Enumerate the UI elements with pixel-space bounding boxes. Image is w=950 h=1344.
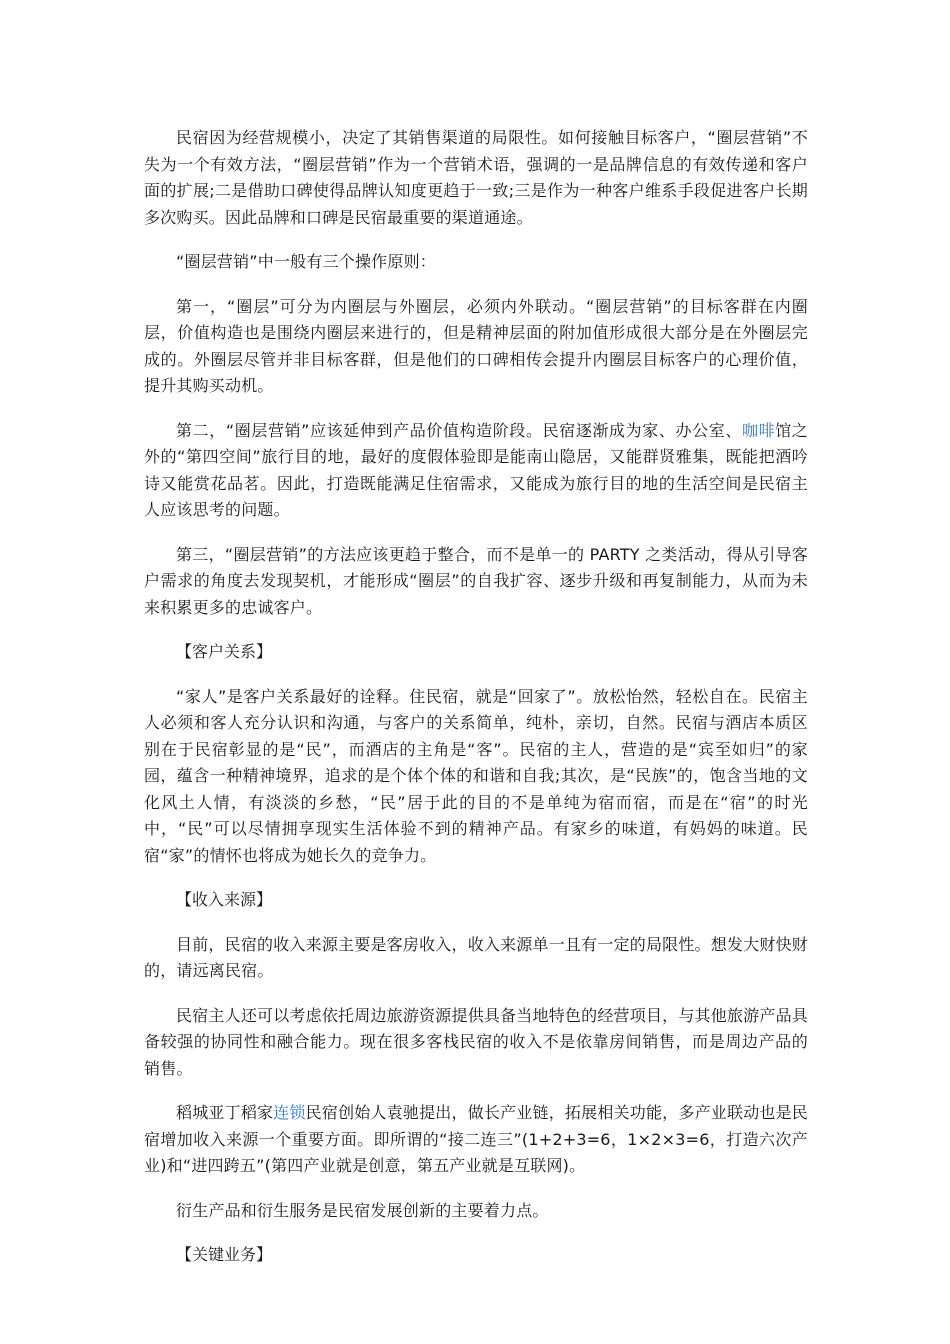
paragraph-principle-two <box>144 418 808 524</box>
paragraph-revenue-industry-chain <box>144 1100 808 1180</box>
industry-chain-text-after: 民宿创始人袁驰提出，做长产业链，拓展相关功能，多产业联动也是民宿增加收入来源一个重要方面。即所谓的“接二连三”(1+2+3=6，1×2×3=6，打造六次产业)和“进四跨五”(第四产业就是创意，第五产业就是互联网)。 <box>144 1103 809 1175</box>
heading-customer-relations: 【客户关系】 <box>176 642 273 661</box>
paragraph-three-principles-lead: “圈层营销”中一般有三个操作原则： <box>176 252 436 271</box>
heading-revenue-sources: 【收入来源】 <box>176 890 273 909</box>
coffee-link[interactable]: 咖啡 <box>741 420 776 440</box>
chain-link[interactable]: 连锁 <box>273 1103 306 1122</box>
heading-key-business: 【关键业务】 <box>176 1245 273 1264</box>
paragraph-revenue-local-projects: 民宿主人还可以考虑依托周边旅游资源提供具备当地特色的经营项目，与其他旅游产品具备较强的协同性和融合能力。现在很多客栈民宿的收入不是依靠房间销售，而是周边产品的销售。 <box>144 1005 808 1078</box>
principle-two-text-after: 馆之外的“第四空间”旅行目的地，最好的度假体验即是能南山隐居，又能群贤雅集，既能把酒吟诗又能赏花品茗。因此，打造既能满足住宿需求，又能成为旅行目的地的生活空间是民宿主人应该思考的问题。 <box>144 420 808 519</box>
paragraph-circle-marketing-intro: 民宿因为经营规模小，决定了其销售渠道的局限性。如何接触目标客户，“圈层营销”不失为一个有效方法，“圈层营销”作为一个营销术语，强调的一是品牌信息的有效传递和客户面的扩展;二是借助口碑使得品牌认知度更趋于一致;三是作为一种客户维系手段促进客户长期多次购买。因此品牌和口碑是民宿最重要的渠道通途。 <box>144 128 808 227</box>
paragraph-principle-one: 第一，“圈层”可分为内圈层与外圈层，必须内外联动。“圈层营销”的目标客群在内圈层，价值构造也是围绕内圈层来进行的，但是精神层面的附加值形成很大部分是在外圈层完成的。外圈层尽管并非目标客群，但是他们的口碑相传会提升内圈层目标客户的心理价值，提升其购买动机。 <box>144 296 808 395</box>
paragraph-revenue-current: 目前，民宿的收入来源主要是客房收入，收入来源单一且有一定的局限性。想发大财快财的，请远离民宿。 <box>144 934 808 980</box>
industry-chain-text-before: 稻城亚丁稻家 <box>176 1103 274 1122</box>
paragraph-customer-relations: “家人”是客户关系最好的诠释。住民宿，就是“回家了”。放松怡然，轻松自在。民宿主人必须和客人充分认识和沟通，与客户的关系简单，纯朴，亲切，自然。民宿与酒店本质区别在于民宿彰显的是“民”，而酒店的主角是“客”。民宿的主人，营造的是“宾至如归”的家园，蕴含一种精神境界，追求的是个体个体的和谐和自我;其次，是“民族”的，饱含当地的文化风土人情，有淡淡的乡愁，“民”居于此的目的不是单纯为宿而宿，而是在“宿”的时光中，“民”可以尽情拥享现实生活体验不到的精神产品。有家乡的味道，有妈妈的味道。民宿“家”的情怀也将成为她长久的竞争力。 <box>144 686 808 865</box>
document-body <box>144 125 808 1287</box>
paragraph-derivative-products: 衍生产品和衍生服务是民宿发展创新的主要着力点。 <box>176 1200 549 1220</box>
principle-two-text-before: 第二，“圈层营销”应该延伸到产品价值构造阶段。民宿逐渐成为家、办公室、 <box>176 420 742 440</box>
paragraph-principle-three: 第三，“圈层营销”的方法应该更趋于整合，而不是单一的 PARTY 之类活动，得从引导客户需求的角度去发现契机，才能形成“圈层”的自我扩容、逐步升级和再复制能力，从而为未来积累更多的忠诚客户。 <box>144 544 808 617</box>
